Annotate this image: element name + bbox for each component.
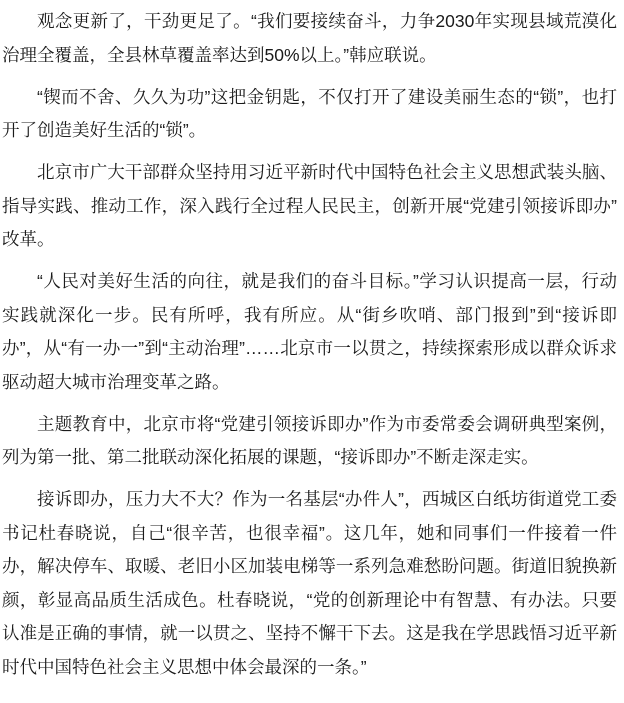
paragraph-1: 观念更新了，干劲更足了。“我们要接续奋斗，力争2030年实现县域荒漠化治理全覆盖，全县林草覆盖率达到50%以上。”韩应联说。 bbox=[2, 11, 617, 65]
paragraph-5: 主题教育中，北京市将“党建引领接诉即办”作为市委常委会调研典型案例，列为第一批、第二批联动深化拓展的课题，“接诉即办”不断走深走实。 bbox=[2, 413, 617, 467]
paragraph-2: “锲而不舍、久久为功”这把金钥匙，不仅打开了建设美丽生态的“锁”，也打开了创造美好生活的“锁”。 bbox=[2, 86, 617, 140]
paragraph-6: 接诉即办，压力大不大？作为一名基层“办件人”，西城区白纸坊街道党工委书记杜春晓说，自己“很辛苦，也很幸福”。这几年，她和同事们一件接着一件办，解决停车、取暖、老旧小区加装电梯等一系列急难愁盼问题。街道旧貌换新颜，彰显高品质生活成色。杜春晓说，“党的创新理论中有智慧、有办法。只要认准是正确的事情，就一以贯之、坚持不懈干下去。这是我在学思践悟习近平新时代中国特色社会主义思想中体会最深的一条。” bbox=[2, 489, 617, 677]
paragraph-3: 北京市广大干部群众坚持用习近平新时代中国特色社会主义思想武装头脑、指导实践、推动工作，深入践行全过程人民民主，创新开展“党建引领接诉即办”改革。 bbox=[2, 162, 617, 249]
paragraph-4: “人民对美好生活的向往，就是我们的奋斗目标。”学习认识提高一层，行动实践就深化一步。民有所呼，我有所应。从“街乡吹哨、部门报到”到“接诉即办”，从“有一办一”到“主动治理”……北京市一以贯之，持续探索形成以群众诉求驱动超大城市治理变革之路。 bbox=[2, 271, 617, 392]
